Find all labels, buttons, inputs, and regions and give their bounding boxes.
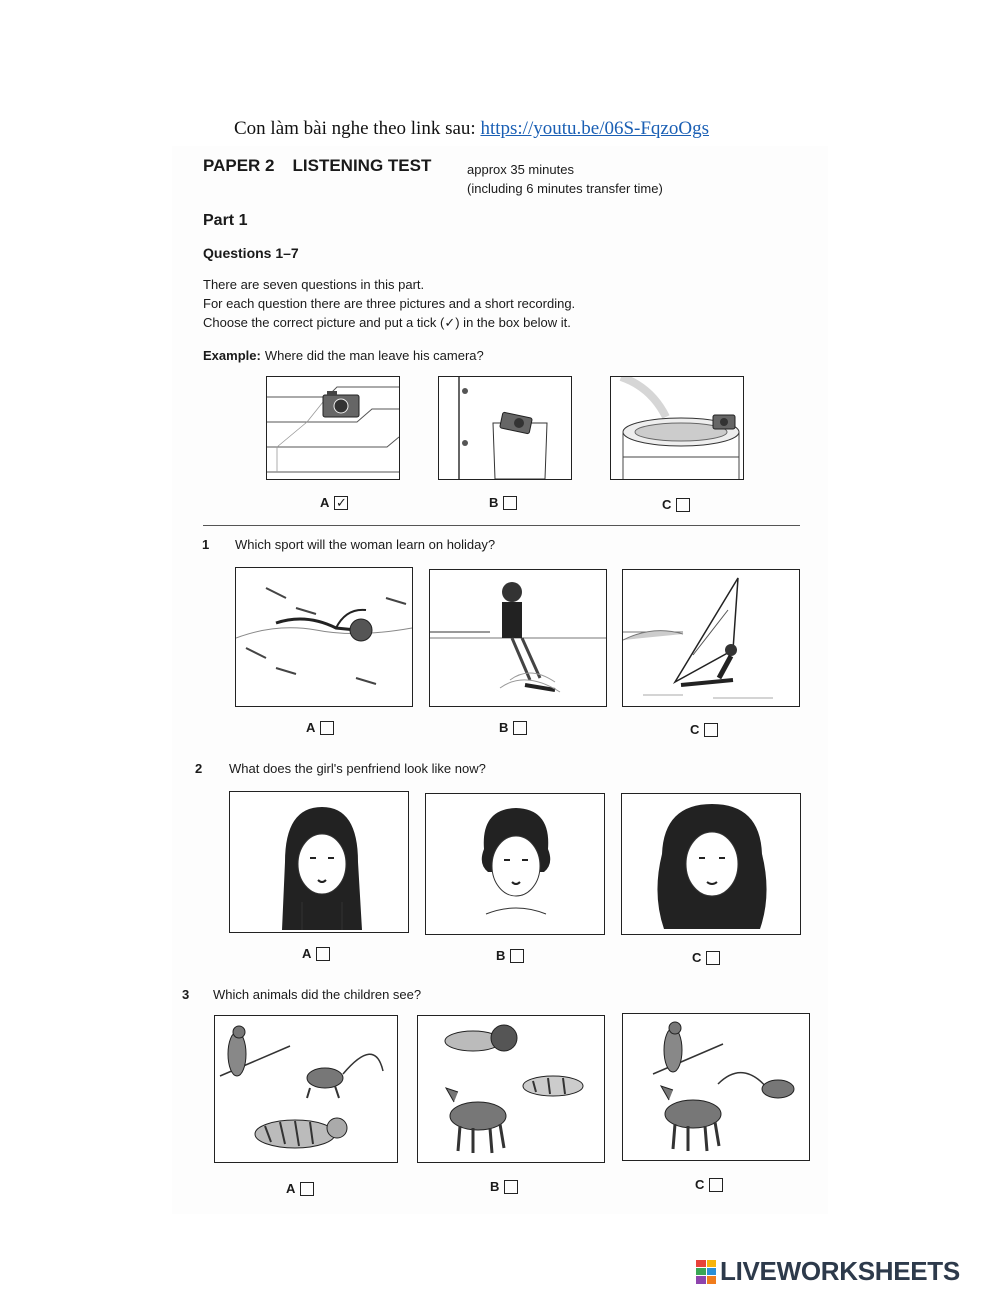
liveworksheets-logo [696, 1256, 960, 1287]
instruction-line: For each question there are three pictures and a short recording. [203, 296, 576, 311]
answer-checkbox[interactable] [709, 1178, 723, 1192]
example-label: Example: [203, 348, 261, 363]
picture-water-skiing [429, 569, 607, 707]
intro-line [234, 118, 709, 140]
logo-tile [696, 1268, 706, 1275]
time-note [467, 160, 663, 198]
example-option-a [320, 495, 348, 510]
parrot-monkey-horse-drawing [623, 1014, 809, 1160]
example-text: Where did the man leave his camera? [264, 348, 484, 363]
option-letter: B [489, 495, 499, 510]
question-text: What does the girl's penfriend look like now? [229, 761, 486, 776]
option-letter: C [662, 497, 672, 512]
q1-option-b [499, 720, 527, 735]
picture-long-curly-hair-girl [621, 793, 801, 935]
q3-option-b [490, 1179, 518, 1194]
picture-camera-on-fountain [610, 376, 744, 480]
intro-text: Con làm bài nghe theo link sau: [234, 118, 481, 139]
option-letter: A [286, 1181, 296, 1196]
part-title: Part 1 [203, 212, 248, 229]
picture-camera-on-steps [266, 376, 400, 480]
q2-option-b [496, 948, 524, 963]
logo-tile [707, 1268, 717, 1275]
picture-parrot-monkey-tiger [214, 1015, 398, 1163]
example-option-c [662, 497, 690, 512]
option-letter: A [320, 495, 330, 510]
instruction-line: Choose the correct picture and put a tick (✓) in the box below it. [203, 315, 571, 330]
logo-wordmark: LIVEWORKSHEETS [720, 1256, 960, 1286]
option-letter: A [306, 720, 316, 735]
short-curly-hair-drawing [426, 794, 604, 934]
q2-option-c [692, 950, 720, 965]
q1-option-c [690, 722, 718, 737]
option-letter: A [302, 946, 312, 961]
logo-tile [707, 1260, 717, 1267]
picture-swimming [235, 567, 413, 707]
question-number: 2 [195, 761, 203, 776]
question-number: 3 [182, 987, 190, 1002]
logo-tile [696, 1260, 706, 1267]
example-question [203, 348, 484, 363]
answer-checkbox[interactable] [513, 721, 527, 735]
q3-option-c [695, 1177, 723, 1192]
answer-checkbox[interactable] [704, 723, 718, 737]
paper-number: PAPER 2 [203, 156, 275, 175]
answer-checkbox[interactable] [510, 949, 524, 963]
parrot-monkey-tiger-drawing [215, 1016, 397, 1162]
q1-option-a [306, 720, 334, 735]
lion-tiger-horse-drawing [418, 1016, 604, 1162]
time-line-2: (including 6 minutes transfer time) [467, 181, 663, 196]
option-letter: C [695, 1177, 705, 1192]
long-curly-hair-drawing [622, 794, 800, 934]
answer-checkbox[interactable] [503, 496, 517, 510]
answer-checkbox[interactable] [676, 498, 690, 512]
picture-windsurfing [622, 569, 800, 707]
paper-heading [203, 156, 449, 176]
q3-option-a [286, 1181, 314, 1196]
picture-short-curly-hair-girl [425, 793, 605, 935]
instruction-line: There are seven questions in this part. [203, 277, 425, 292]
picture-lion-tiger-horse [417, 1015, 605, 1163]
picture-long-straight-hair-girl [229, 791, 409, 933]
divider [203, 525, 800, 526]
answer-checkbox[interactable] [706, 951, 720, 965]
question-text: Which sport will the woman learn on holiday? [235, 537, 496, 552]
logo-mark-icon [696, 1260, 716, 1284]
swimming-drawing [236, 568, 412, 706]
option-letter: B [499, 720, 509, 735]
answer-checkbox[interactable] [300, 1182, 314, 1196]
answer-checkbox[interactable] [504, 1180, 518, 1194]
time-line-1: approx 35 minutes [467, 162, 574, 177]
option-letter: B [490, 1179, 500, 1194]
example-option-b [489, 495, 517, 510]
logo-tile [696, 1276, 706, 1283]
camera-in-pocket-drawing [439, 377, 571, 479]
water-skiing-drawing [430, 570, 606, 706]
instructions [203, 275, 575, 332]
test-name: LISTENING TEST [292, 156, 432, 175]
camera-on-steps-drawing [267, 377, 399, 479]
youtube-link[interactable]: https://youtu.be/06S-FqzoOgs [480, 118, 709, 139]
option-letter: C [690, 722, 700, 737]
question-text: Which animals did the children see? [213, 987, 422, 1002]
windsurfing-drawing [623, 570, 799, 706]
picture-camera-in-pocket [438, 376, 572, 480]
question-number: 1 [202, 537, 210, 552]
q2-option-a [302, 946, 330, 961]
questions-range: Questions 1–7 [203, 245, 299, 261]
logo-tile [707, 1276, 717, 1283]
long-straight-hair-drawing [230, 792, 408, 932]
answer-checkbox[interactable] [316, 947, 330, 961]
option-letter: C [692, 950, 702, 965]
answer-checkbox[interactable]: ✓ [335, 494, 347, 510]
answer-checkbox[interactable] [320, 721, 334, 735]
camera-on-fountain-drawing [611, 377, 743, 479]
option-letter: B [496, 948, 506, 963]
picture-parrot-monkey-horse [622, 1013, 810, 1161]
